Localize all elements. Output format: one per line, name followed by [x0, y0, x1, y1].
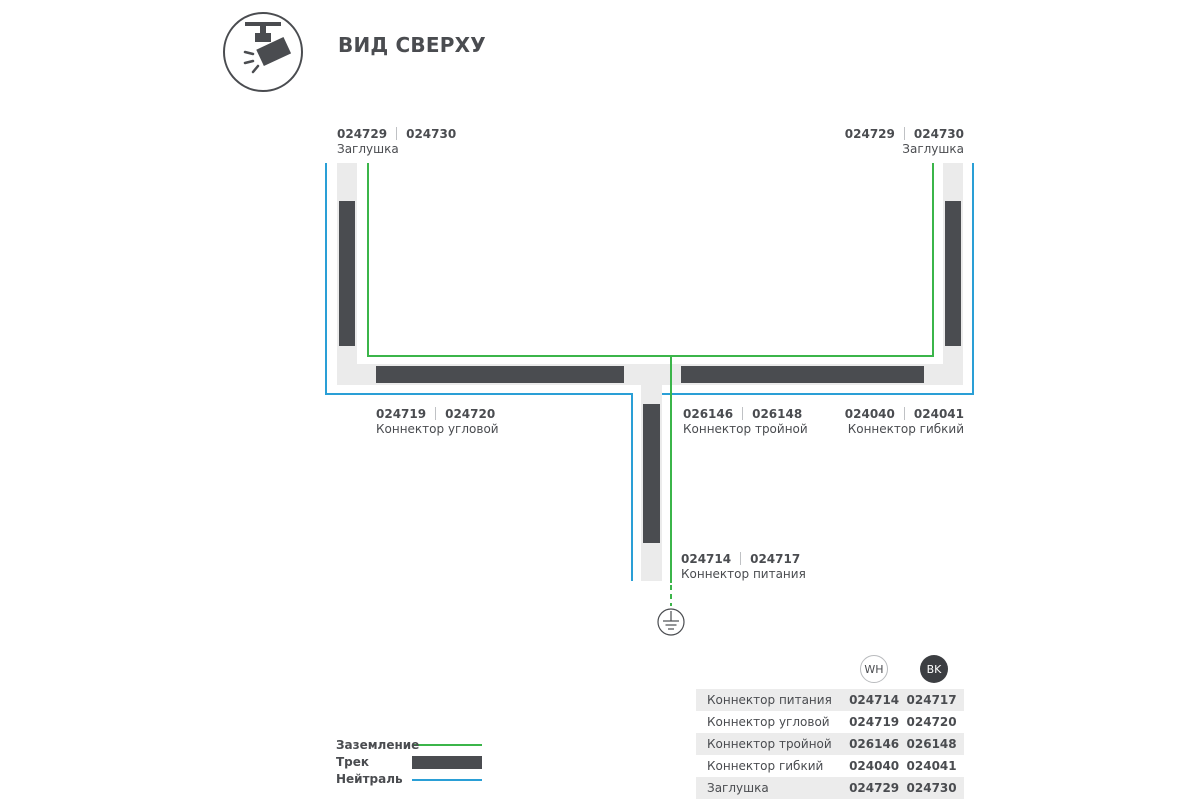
parts-table: [696, 689, 964, 799]
legend-swatch-track: [412, 756, 482, 769]
part-code-bk: 024720: [906, 715, 957, 729]
code-wh: 024040: [844, 407, 895, 421]
part-code-wh: 024040: [849, 759, 900, 773]
ground-icon: [658, 609, 684, 635]
part-code-wh: 024719: [849, 715, 900, 729]
code-bk: 024041: [913, 407, 964, 421]
code-wh: 024714: [681, 552, 732, 566]
code-wh: 026146: [683, 407, 734, 421]
label-name: Заглушка: [337, 142, 399, 156]
code-bk: 024717: [750, 552, 801, 566]
badge-black: BK: [920, 655, 948, 683]
track-segment-left-horizontal: [376, 366, 624, 383]
part-code-bk: 024041: [906, 759, 957, 773]
label-name: Коннектор гибкий: [847, 422, 964, 436]
code-wh: 024729: [844, 127, 895, 141]
table-row: [696, 777, 964, 799]
track-segment-right-vertical: [945, 201, 961, 346]
track-segment-bottom-vertical: [643, 404, 660, 543]
legend-label-ground: Заземление: [336, 738, 420, 752]
table-row: [696, 755, 964, 777]
code-bk: 026148: [752, 407, 803, 421]
part-code-bk: 024730: [907, 777, 964, 799]
table-row: [696, 711, 964, 733]
neutral-wire-right: [662, 163, 973, 394]
legend-label-neutral: Нейтраль: [336, 772, 403, 786]
code-wh: 024719: [376, 407, 427, 421]
badge-white: WH: [860, 655, 888, 683]
label-tee-connector: [683, 407, 808, 436]
label-name: Коннектор угловой: [376, 422, 499, 436]
part-code-wh: 026146: [849, 733, 906, 755]
table-row: [696, 733, 964, 755]
part-name: Коннектор питания: [696, 689, 849, 711]
code-bk: 024730: [406, 127, 457, 141]
label-flexible-connector: [845, 407, 964, 436]
label-name: Коннектор тройной: [683, 422, 808, 436]
ground-wire: [368, 163, 933, 356]
label-end-cap-left: [337, 127, 456, 156]
part-name: Коннектор гибкий: [707, 759, 824, 773]
track-segment-right-horizontal: [681, 366, 924, 383]
part-code-bk: 026148: [907, 733, 964, 755]
part-code-bk: 024717: [907, 689, 964, 711]
part-name: Коннектор угловой: [707, 715, 830, 729]
code-wh: 024729: [337, 127, 388, 141]
track-segment-left-vertical: [339, 201, 355, 346]
label-power-connector: [681, 552, 806, 581]
legend-label-track: Трек: [336, 755, 370, 769]
code-bk: 024720: [445, 407, 496, 421]
label-end-cap-right: [845, 127, 964, 156]
table-row: [696, 689, 964, 711]
label-name: Коннектор питания: [681, 567, 806, 581]
label-corner-connector: [376, 407, 499, 436]
page-title: ВИД СВЕРХУ: [338, 33, 486, 57]
part-code-wh: 024714: [849, 689, 906, 711]
part-code-wh: 024729: [849, 777, 906, 799]
part-name: Заглушка: [696, 777, 849, 799]
part-name: Коннектор тройной: [696, 733, 849, 755]
code-bk: 024730: [913, 127, 964, 141]
label-name: Заглушка: [902, 142, 964, 156]
